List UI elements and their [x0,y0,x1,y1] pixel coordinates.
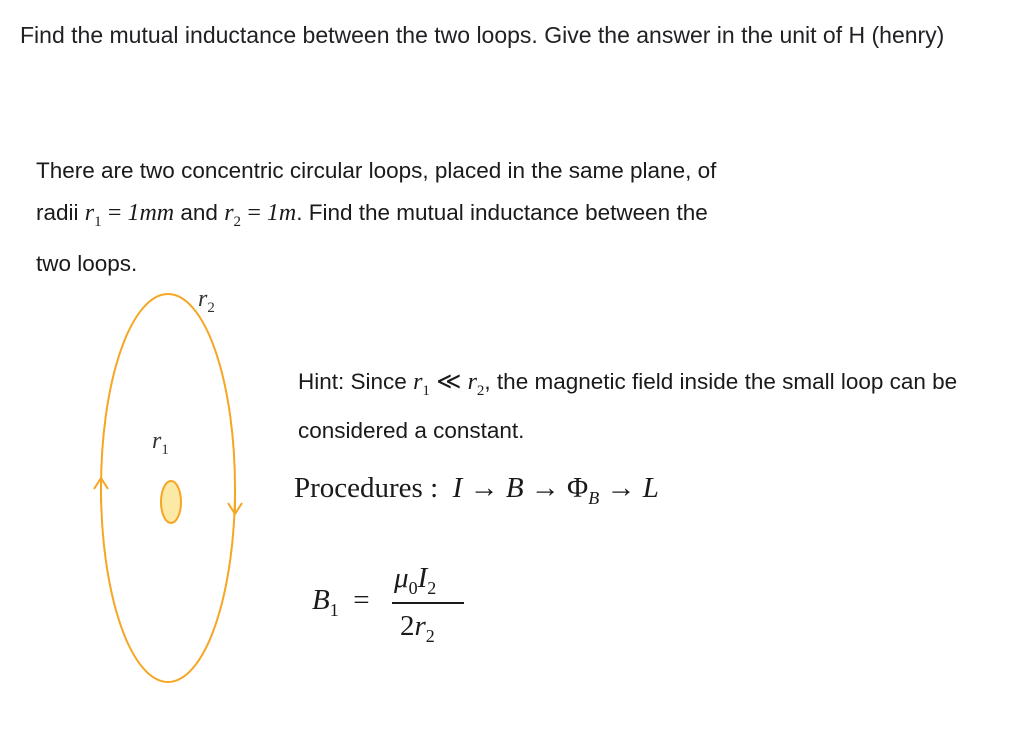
formula-denominator: $2r_2$ [400,610,435,646]
hint-prefix: Hint: Since [298,369,407,394]
arrow-2: → [530,472,560,504]
step-flux: $\Phi_B$ [567,472,600,508]
hint-suffix: , the magnetic field inside the small loop can be considered a constant. [298,369,958,443]
formula-lhs: $B_1$ = [312,584,370,620]
formula-numerator: $\mu_0I_2$ [394,562,437,598]
r1-symbol: $r_1$ [84,200,102,230]
problem-line-2: radii $r_1 = 1mm$ and $r_2 = 1m$. Find the mutual inductance between the [36,200,708,230]
inner-loop [161,481,181,523]
inner-radius-label: $r_1$ [152,428,169,458]
hint-r2: $r_2$ [467,369,485,399]
problem-line-3 [36,243,996,285]
question-body: Find the mutual inductance between the two loops. Give the answer in the unit of H (henry) [20,22,945,48]
arrow-3: → [606,472,636,504]
arrow-1: → [469,472,499,504]
hint-relation: ≪ [436,369,462,395]
step-field: B [505,472,524,504]
step-inductance: L [642,472,659,504]
hint-text [298,362,1018,451]
radii-prefix: radii [36,200,79,225]
r2-value: 1m [266,200,297,226]
fraction-bar [392,602,464,604]
hint-r1: $r_1$ [413,369,430,399]
procedures-label: Procedures : [294,472,439,504]
outer-radius-label: $r_2$ [198,286,215,316]
problem-line-1 [36,150,996,192]
question-text [20,14,1010,56]
problem-statement [36,150,996,285]
r2-symbol: $r_2$ [224,200,242,230]
and-text: and [180,200,218,225]
problem-final: two loops. [36,250,138,276]
problem-intro: There are two concentric circular loops, placed in the same plane, of [36,158,717,183]
r1-value: 1mm [127,200,175,226]
step-current: I [452,472,463,504]
problem-suffix: . Find the mutual inductance between the [296,200,708,225]
loops-diagram [90,280,280,710]
procedures-line [294,472,659,509]
